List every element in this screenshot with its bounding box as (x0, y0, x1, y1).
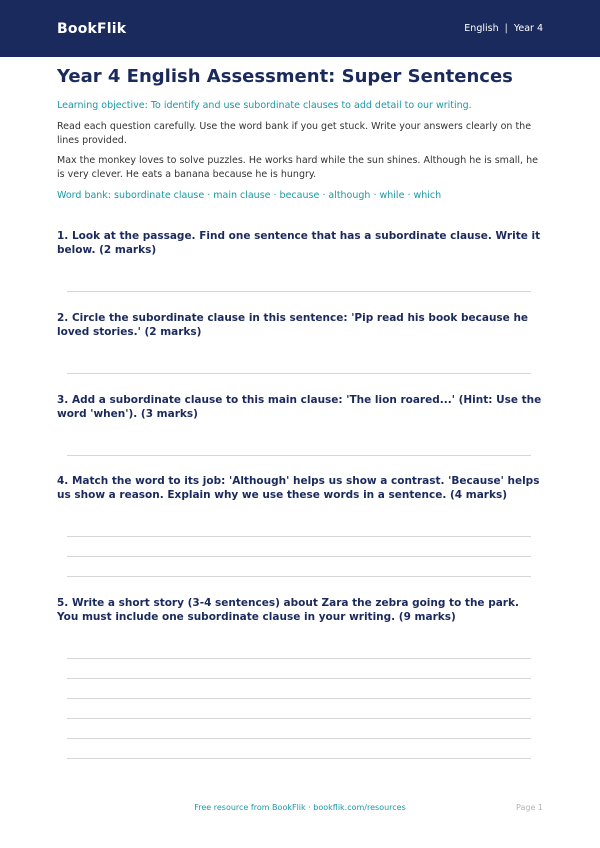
header-separator: | (504, 23, 508, 34)
question-5: 5. Write a short story (3-4 sentences) about Zara the zebra going to the park. You must include one subordinate clause in your writing. (9 marks) (57, 597, 519, 623)
question-4: 4. Match the word to its job: 'Although' helps us show a contrast. 'Because' helps us show a reason. Explain why we use these words in a sentence. (4 marks) (57, 475, 540, 501)
subject-label: English (464, 23, 499, 34)
answer-line[interactable] (67, 291, 531, 292)
page-title: Year 4 English Assessment: Super Sentences (57, 66, 513, 87)
answer-line[interactable] (67, 576, 531, 577)
learning-objective: Learning objective: To identify and use subordinate clauses to add detail to our writing. (57, 100, 472, 111)
intro-section (57, 66, 543, 202)
page-number: Page 1 (516, 803, 543, 812)
brand-logo-text: BookFlik (57, 20, 127, 37)
answer-line[interactable] (67, 373, 531, 374)
header-meta (464, 23, 543, 34)
footer-link[interactable]: Free resource from BookFlik · bookflik.com/resources (194, 803, 406, 812)
answer-line[interactable] (67, 658, 531, 659)
instructions: Read each question carefully. Use the word bank if you get stuck. Write your answers clearly on the lines provided. (57, 121, 532, 146)
question-3: 3. Add a subordinate clause to this main clause: 'The lion roared...' (Hint: Use the word 'when'). (3 marks) (57, 394, 542, 420)
answer-line[interactable] (67, 556, 531, 557)
answer-line[interactable] (67, 698, 531, 699)
reading-passage: Max the monkey loves to solve puzzles. He works hard while the sun shines. Although he is small, he is very clever. He eats a banana because he is hungry. (57, 155, 538, 180)
answer-line[interactable] (67, 678, 531, 679)
answer-line[interactable] (67, 455, 531, 456)
answer-line[interactable] (67, 758, 531, 759)
question-2: 2. Circle the subordinate clause in this sentence: 'Pip read his book because he loved stories.' (2 marks) (57, 312, 529, 338)
word-bank: Word bank: subordinate clause · main clause · because · although · while · which (57, 190, 442, 201)
page-header (0, 0, 600, 57)
answer-line[interactable] (67, 718, 531, 719)
question-1: 1. Look at the passage. Find one sentence that has a subordinate clause. Write it below. (2 marks) (57, 230, 541, 256)
answer-line[interactable] (67, 536, 531, 537)
year-label: Year 4 (513, 23, 543, 34)
answer-line[interactable] (67, 738, 531, 739)
